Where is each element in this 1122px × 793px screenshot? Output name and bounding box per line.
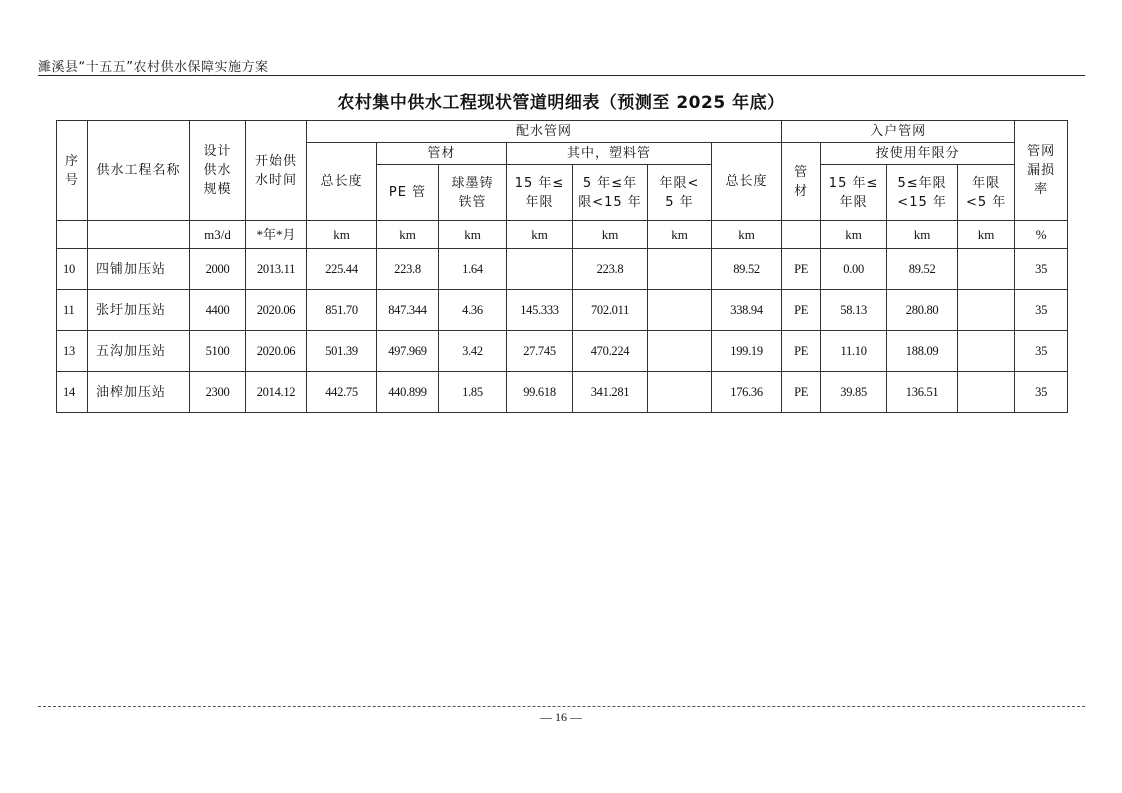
cell-5to15: 223.8 [573, 249, 648, 290]
header-by-service-years: 按使用年限分 [821, 143, 1015, 165]
unit-cell: km [712, 221, 782, 249]
cell-total: 225.44 [307, 249, 377, 290]
cell-iron: 1.64 [439, 249, 507, 290]
table-row [57, 331, 1068, 372]
cell-scale: 2000 [190, 249, 246, 290]
unit-cell: km [821, 221, 887, 249]
cell-seq: 11 [57, 290, 88, 331]
cell-start: 2014.12 [246, 372, 307, 413]
unit-cell: km [648, 221, 712, 249]
cell-household-5to15: 136.51 [887, 372, 958, 413]
cell-name: 五沟加压站 [88, 331, 190, 372]
unit-cell: km [507, 221, 573, 249]
unit-cell: m3/d [190, 221, 246, 249]
cell-household-5to15: 280.80 [887, 290, 958, 331]
cell-seq: 13 [57, 331, 88, 372]
cell-under5 [648, 249, 712, 290]
cell-household-under5 [958, 290, 1015, 331]
cell-under5 [648, 331, 712, 372]
table-row [57, 372, 1068, 413]
header-start-time: 开始供 水时间 [246, 121, 307, 221]
unit-cell [88, 221, 190, 249]
cell-start: 2020.06 [246, 331, 307, 372]
cell-over15: 27.745 [507, 331, 573, 372]
cell-household-total: 338.94 [712, 290, 782, 331]
cell-name: 张圩加压站 [88, 290, 190, 331]
header-household-material: 管 材 [782, 143, 821, 221]
header-pe-pipe: PE 管 [377, 165, 439, 221]
cell-leak-rate: 35 [1015, 290, 1068, 331]
cell-household-under5 [958, 372, 1015, 413]
unit-cell: km [377, 221, 439, 249]
header-divider [38, 75, 1085, 76]
cell-pe: 847.344 [377, 290, 439, 331]
header-total-length: 总长度 [307, 143, 377, 221]
cell-household-over15: 0.00 [821, 249, 887, 290]
table-row [57, 290, 1068, 331]
header-household-over-15: 15 年≤ 年限 [821, 165, 887, 221]
cell-pe: 223.8 [377, 249, 439, 290]
cell-under5 [648, 372, 712, 413]
units-row [57, 221, 1068, 249]
cell-over15 [507, 249, 573, 290]
cell-iron: 4.36 [439, 290, 507, 331]
unit-cell: % [1015, 221, 1068, 249]
cell-household-5to15: 188.09 [887, 331, 958, 372]
cell-scale: 2300 [190, 372, 246, 413]
cell-name: 油榨加压站 [88, 372, 190, 413]
cell-over15: 99.618 [507, 372, 573, 413]
unit-cell: km [307, 221, 377, 249]
cell-5to15: 470.224 [573, 331, 648, 372]
cell-iron: 1.85 [439, 372, 507, 413]
cell-leak-rate: 35 [1015, 331, 1068, 372]
cell-5to15: 702.011 [573, 290, 648, 331]
cell-scale: 4400 [190, 290, 246, 331]
unit-cell [782, 221, 821, 249]
cell-leak-rate: 35 [1015, 249, 1068, 290]
unit-cell: km [887, 221, 958, 249]
cell-over15: 145.333 [507, 290, 573, 331]
cell-household-over15: 58.13 [821, 290, 887, 331]
unit-cell [57, 221, 88, 249]
cell-under5 [648, 290, 712, 331]
header-design-scale: 设计 供水 规模 [190, 121, 246, 221]
cell-start: 2013.11 [246, 249, 307, 290]
cell-household-material: PE [782, 331, 821, 372]
running-header: 濉溪县“十五五”农村供水保障实施方案 [38, 60, 269, 75]
table-row [57, 249, 1068, 290]
cell-leak-rate: 35 [1015, 372, 1068, 413]
cell-pe: 440.899 [377, 372, 439, 413]
unit-cell: km [439, 221, 507, 249]
cell-household-material: PE [782, 372, 821, 413]
cell-5to15: 341.281 [573, 372, 648, 413]
cell-total: 442.75 [307, 372, 377, 413]
header-5-to-15-years: 5 年≤年 限<15 年 [573, 165, 648, 221]
header-of-which-plastic: 其中，塑料管 [507, 143, 712, 165]
header-leak-rate: 管网 漏损 率 [1015, 121, 1068, 221]
cell-household-material: PE [782, 249, 821, 290]
unit-cell: km [958, 221, 1015, 249]
cell-household-total: 176.36 [712, 372, 782, 413]
header-material: 管材 [377, 143, 507, 165]
unit-cell: *年*月 [246, 221, 307, 249]
header-name: 供水工程名称 [88, 121, 190, 221]
header-distribution-network: 配水管网 [307, 121, 782, 143]
header-under-5-years: 年限< 5 年 [648, 165, 712, 221]
cell-iron: 3.42 [439, 331, 507, 372]
header-household-total-length: 总长度 [712, 143, 782, 221]
cell-total: 851.70 [307, 290, 377, 331]
header-household-under-5: 年限 <5 年 [958, 165, 1015, 221]
cell-total: 501.39 [307, 331, 377, 372]
table-title: 农村集中供水工程现状管道明细表（预测至 2025 年底） [337, 93, 785, 113]
header-over-15-years: 15 年≤ 年限 [507, 165, 573, 221]
cell-household-5to15: 89.52 [887, 249, 958, 290]
cell-seq: 14 [57, 372, 88, 413]
footer-divider [38, 706, 1085, 707]
cell-pe: 497.969 [377, 331, 439, 372]
header-household-5-to-15: 5≤年限 <15 年 [887, 165, 958, 221]
cell-household-total: 89.52 [712, 249, 782, 290]
cell-household-total: 199.19 [712, 331, 782, 372]
pipeline-detail-table [56, 120, 1068, 413]
cell-household-over15: 11.10 [821, 331, 887, 372]
page-number: — 16 — [540, 710, 582, 724]
cell-household-under5 [958, 331, 1015, 372]
header-ductile-iron: 球墨铸 铁管 [439, 165, 507, 221]
cell-start: 2020.06 [246, 290, 307, 331]
cell-seq: 10 [57, 249, 88, 290]
cell-scale: 5100 [190, 331, 246, 372]
cell-household-over15: 39.85 [821, 372, 887, 413]
header-seq: 序 号 [57, 121, 88, 221]
unit-cell: km [573, 221, 648, 249]
cell-household-under5 [958, 249, 1015, 290]
cell-name: 四铺加压站 [88, 249, 190, 290]
cell-household-material: PE [782, 290, 821, 331]
header-household-network: 入户管网 [782, 121, 1015, 143]
